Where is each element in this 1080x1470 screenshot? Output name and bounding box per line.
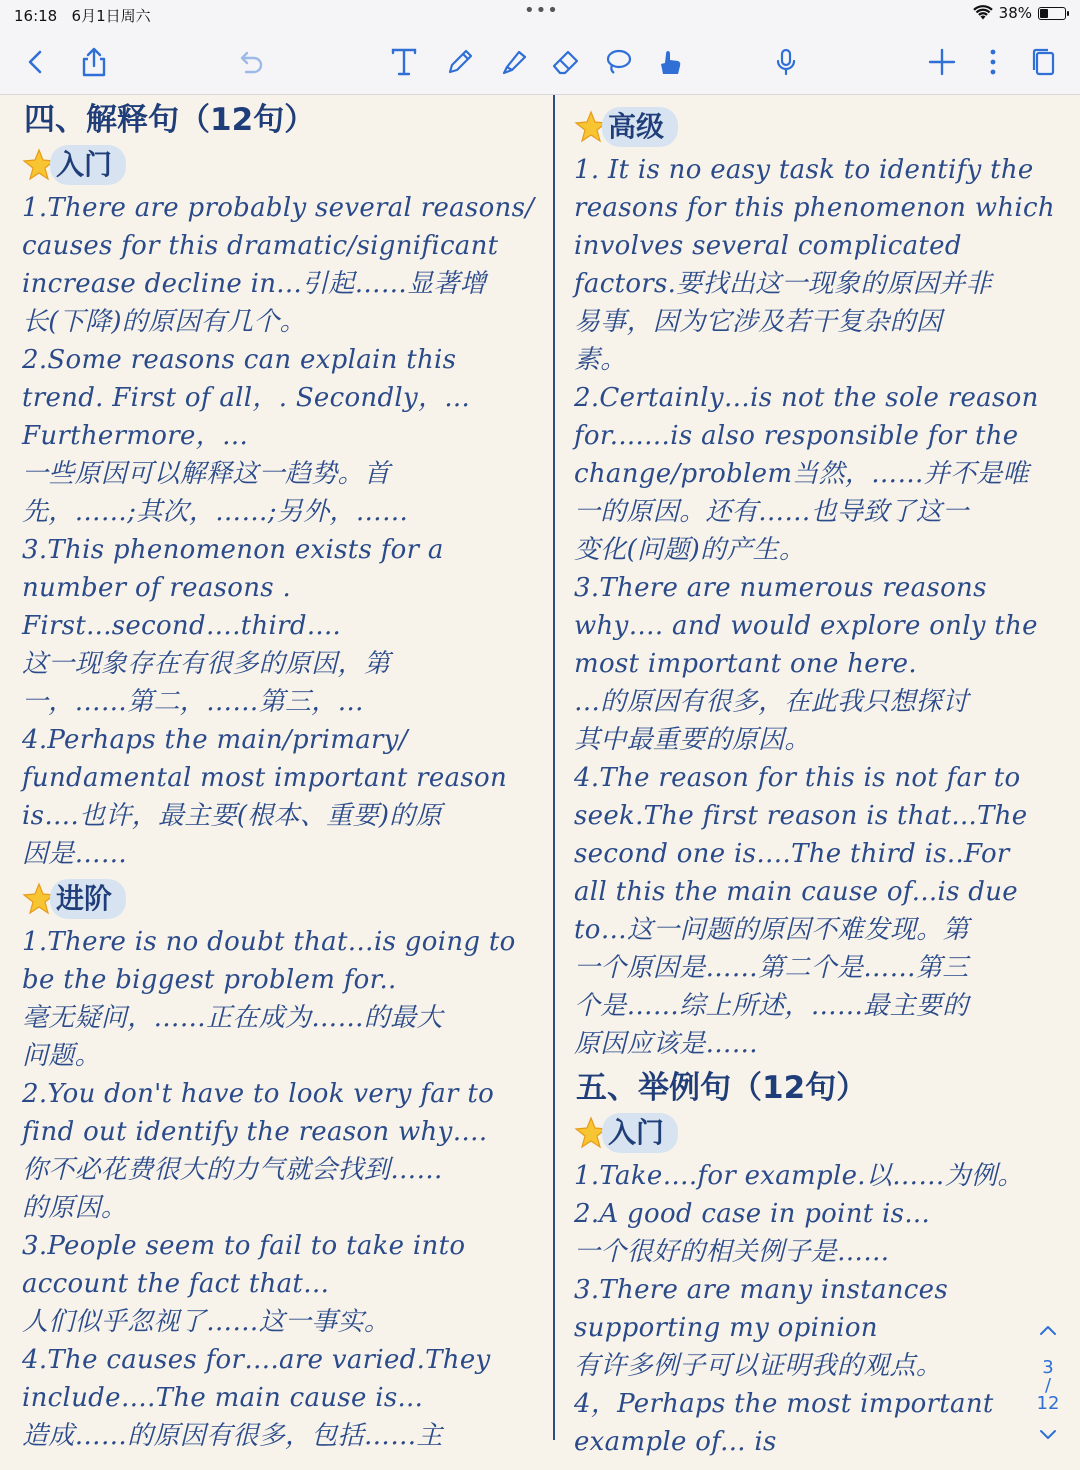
toolbar [0,28,1080,95]
sentence-block [574,1157,1054,1461]
handwritten-line: most important one here. [574,649,917,679]
sentence-block [22,189,535,873]
handwritten-line: 2.A good case in point is... [574,1199,931,1229]
page-up-icon[interactable] [1036,1320,1060,1340]
handwritten-line: factors.要找出这一现象的原因并非 [574,269,992,299]
level-label: 进阶 [50,879,126,919]
handwritten-line: 2.You don't have to look very far to [22,1079,495,1109]
sentence-block [22,923,532,1455]
level-heading [22,877,532,921]
pages-icon[interactable] [1026,44,1062,80]
handwritten-line: 你不必花费很大的力气就会找到…… [22,1155,443,1185]
back-icon[interactable] [18,44,54,80]
handwritten-line: 问题。 [22,1041,101,1071]
level-heading [574,105,1054,149]
handwritten-line: 1.Take….for example.以……为例。 [574,1161,1024,1191]
share-icon[interactable] [76,44,112,80]
handwritten-line: 原因应该是…… [574,1029,759,1059]
battery-icon [1038,7,1066,20]
handwritten-line: involves several complicated [574,231,962,261]
handwritten-line: trend. First of all，. Secondly，... [22,383,471,413]
multitask-dots[interactable]: ••• [524,0,559,21]
handwritten-line: 一个很好的相关例子是…… [574,1237,890,1267]
eraser-icon[interactable] [548,44,584,80]
handwritten-line: 1. It is no easy task to identify the [574,155,1034,185]
handwritten-line: include….The main cause is... [22,1383,424,1413]
handwritten-line: be the biggest problem for.. [22,965,397,995]
handwritten-line: First...second….third.... [22,611,342,641]
microphone-icon[interactable] [768,44,804,80]
handwritten-line: seek.The first reason is that...The [574,801,1028,831]
status-time: 16:18 6月1日周六 [14,7,151,25]
handwritten-line: is….也许，最主要(根本、重要)的原 [22,801,442,831]
highlighter-icon[interactable] [496,44,532,80]
column-divider [553,95,555,1440]
handwritten-line: Furthermore，… [22,421,249,451]
handwritten-line: 有许多例子可以证明我的观点。 [574,1351,943,1381]
handwritten-line: 毫无疑问，……正在成为……的最大 [22,1003,443,1033]
page-separator: / [1044,1375,1052,1396]
handwritten-line: 一，……第二，……第三，… [22,687,364,717]
handwritten-line: 这一现象存在有很多的原因，第 [22,649,391,679]
handwritten-line: to…这一问题的原因不难发现。第 [574,915,969,945]
handwritten-line: change/problem当然，……并不是唯 [574,459,1029,489]
handwritten-line: 一的原因。还有……也导致了这一 [574,497,969,527]
total-pages: 12 [1036,1393,1060,1414]
handwritten-line: find out identify the reason why…. [22,1117,488,1147]
note-page[interactable] [0,95,1080,1457]
status-bar [0,0,1080,28]
handwritten-line: supporting my opinion [574,1313,878,1343]
handwritten-line: 个是……综上所述，……最主要的 [574,991,969,1021]
finger-icon[interactable] [652,44,688,80]
handwritten-line: 4.Perhaps the main/primary/ [22,725,408,755]
handwritten-line: 人们似乎忽视了……这一事实。 [22,1307,391,1337]
add-icon[interactable] [924,44,960,80]
handwritten-line: fundamental most important reason [22,763,507,793]
handwritten-line: number of reasons . [22,573,292,603]
section-title: 五、举例句（12句） [576,1070,868,1106]
handwritten-line: 2.Certainly…is not the sole reason [574,383,1039,413]
handwritten-line: 因是…… [22,839,128,869]
handwritten-line: 易事，因为它涉及若干复杂的因 [574,307,943,337]
level-label: 高级 [602,107,678,147]
handwritten-line: why…. and would explore only the [574,611,1038,641]
handwritten-line: 变化(问题)的产生。 [574,535,806,565]
handwritten-line: 3.There are many instances [574,1275,948,1305]
current-page: 3 [1042,1357,1054,1378]
handwritten-line: increase decline in...引起……显著增 [22,269,487,299]
handwritten-line: 4.The reason for this is not far to [574,763,1021,793]
left-column [22,95,535,1451]
handwritten-line: …的原因有很多，在此我只想探讨 [574,687,969,717]
handwritten-line: 4.The causes for….are varied.They [22,1345,491,1375]
wifi-icon [973,5,993,21]
handwritten-line: causes for this dramatic/significant [22,231,499,261]
battery-fill [1040,9,1048,18]
handwritten-line: 1.There is no doubt that…is going to [22,927,516,957]
handwritten-line: 一个原因是……第二个是……第三 [574,953,969,983]
status-right [973,4,1066,22]
handwritten-line: 造成……的原因有很多，包括……主 [22,1421,443,1451]
level-heading [22,143,532,187]
sentence-block [574,151,1054,1063]
handwritten-line: for....…is also responsible for the [574,421,1019,451]
section-title: 四、解释句（12句） [24,102,316,138]
handwritten-line: example of... is [574,1427,777,1457]
handwritten-line: 2.Some reasons can explain this [22,345,457,375]
handwritten-line: second one is….The third is..For [574,839,1010,869]
handwritten-line: 素。 [574,345,627,375]
handwritten-line: all this the main cause of...is due [574,877,1018,907]
text-tool-icon[interactable] [386,44,422,80]
handwritten-line: 4，Perhaps the most important [574,1389,994,1419]
lasso-icon[interactable] [600,44,636,80]
handwritten-line: 1.There are probably several reasons/ [22,193,535,223]
right-column [574,95,1055,1457]
handwritten-line: 一些原因可以解释这一趋势。首 [22,459,391,489]
level-heading [574,1111,1054,1155]
battery-percent: 38% [998,4,1032,22]
handwritten-line: reasons for this phenomenon which [574,193,1055,223]
handwritten-line: 3.There are numerous reasons [574,573,987,603]
more-icon[interactable] [975,44,1011,80]
page-down-icon[interactable] [1036,1425,1060,1445]
handwritten-line: 的原因。 [22,1193,128,1223]
handwritten-line: 3.People seem to fail to take into [22,1231,466,1261]
handwritten-line: 其中最重要的原因。 [574,725,811,755]
level-label: 入门 [50,145,126,185]
handwritten-line: 3.This phenomenon exists for a [22,535,444,565]
pen-icon[interactable] [442,44,478,80]
page-navigator [1030,1320,1066,1470]
undo-icon[interactable] [232,44,268,80]
handwritten-line: 先，……;其次，……;另外，…… [22,497,409,527]
handwritten-line: account the fact that… [22,1269,330,1299]
level-label: 入门 [602,1113,678,1153]
handwritten-line: 长(下降)的原因有几个。 [22,307,306,337]
